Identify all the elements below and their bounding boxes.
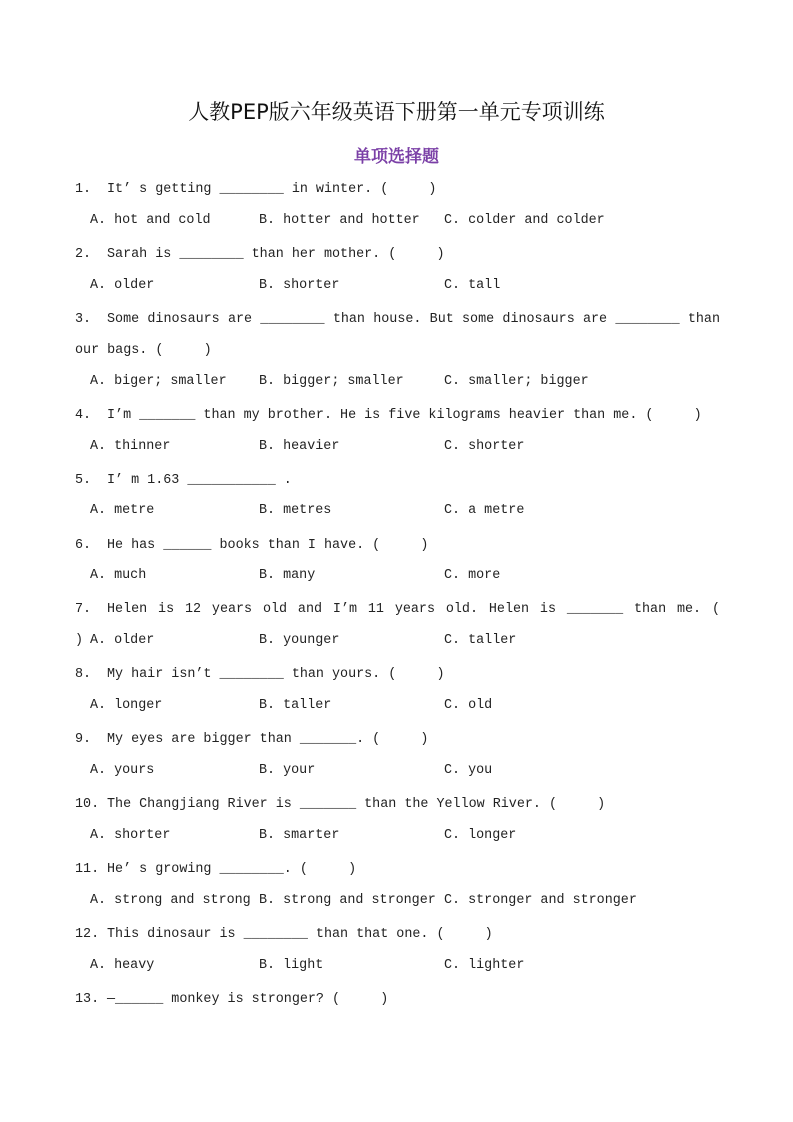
- question-text: My hair isn’t ________ than yours. ( ): [107, 667, 445, 682]
- option-b: B. younger: [259, 633, 340, 648]
- option-c: C. longer: [444, 828, 517, 843]
- question-4: [75, 400, 720, 431]
- option-a: A. hot and cold: [90, 213, 211, 228]
- question-text: Some dinosaurs are ________ than house. But some dinosaurs are ________ than our bags. ( ): [75, 312, 729, 358]
- option-b: B. light: [259, 958, 324, 973]
- question-number: 7.: [75, 602, 92, 617]
- option-c: C. shorter: [444, 439, 525, 454]
- option-a: A. biger; smaller: [90, 374, 227, 389]
- option-c: C. colder and colder: [444, 213, 605, 228]
- option-a: A. much: [90, 568, 147, 583]
- question-text: Sarah is ________ than her mother. ( ): [107, 247, 445, 262]
- option-c: C. old: [444, 698, 493, 713]
- question-number: 5.: [75, 473, 92, 488]
- question-13: [75, 984, 720, 1015]
- option-b: B. many: [259, 568, 316, 583]
- question-text: It’ s getting ________ in winter. ( ): [107, 182, 437, 197]
- question-number: 3.: [75, 312, 92, 327]
- question-number: 12.: [75, 927, 100, 942]
- option-b: B. metres: [259, 503, 332, 518]
- option-c: C. taller: [444, 633, 517, 648]
- option-c: C. smaller; bigger: [444, 374, 589, 389]
- question-text: The Changjiang River is _______ than the Yellow River. ( ): [107, 797, 606, 812]
- question-number: 13.: [75, 992, 100, 1007]
- option-a: A. metre: [90, 503, 155, 518]
- option-b: B. taller: [259, 698, 332, 713]
- question-9: [75, 724, 720, 755]
- question-number: 2.: [75, 247, 92, 262]
- question-number: 1.: [75, 182, 92, 197]
- question-number: 8.: [75, 667, 92, 682]
- option-b: B. strong and stronger: [259, 893, 436, 908]
- question-number: 11.: [75, 862, 100, 877]
- option-a: A. heavy: [90, 958, 155, 973]
- option-b: B. smarter: [259, 828, 340, 843]
- question-6: [75, 530, 720, 561]
- question-number: 6.: [75, 538, 92, 553]
- option-a: A. longer: [90, 698, 163, 713]
- question-text: —______ monkey is stronger? ( ): [107, 992, 389, 1007]
- option-c: C. a metre: [444, 503, 525, 518]
- question-12: [75, 919, 720, 950]
- option-c: C. you: [444, 763, 493, 778]
- question-number: 10.: [75, 797, 100, 812]
- question-number: 4.: [75, 408, 92, 423]
- document-title: 人教PEP版六年级英语下册第一单元专项训练: [188, 100, 605, 124]
- option-b: B. your: [259, 763, 316, 778]
- question-text: He has ______ books than I have. ( ): [107, 538, 429, 553]
- question-text: My eyes are bigger than _______. ( ): [107, 732, 429, 747]
- option-a: A. shorter: [90, 828, 171, 843]
- option-a: A. thinner: [90, 439, 171, 454]
- option-c: C. more: [444, 568, 501, 583]
- option-a: A. older: [90, 633, 155, 648]
- question-text: This dinosaur is ________ than that one. ( ): [107, 927, 493, 942]
- option-c: C. tall: [444, 278, 501, 293]
- option-c: C. stronger and stronger: [444, 893, 637, 908]
- question-number: 9.: [75, 732, 92, 747]
- question-3: [75, 304, 729, 366]
- question-text: I’m _______ than my brother. He is five kilograms heavier than me. ( ): [107, 408, 702, 423]
- option-b: B. shorter: [259, 278, 340, 293]
- question-5: [75, 465, 720, 496]
- question-text: He’ s growing ________. ( ): [107, 862, 357, 877]
- option-c: C. lighter: [444, 958, 525, 973]
- question-text: Helen is 12 years old and I’m 11 years old. Helen is _______ than me. ( ): [75, 602, 761, 648]
- option-b: B. hotter and hotter: [259, 213, 420, 228]
- option-a: A. older: [90, 278, 155, 293]
- option-b: B. bigger; smaller: [259, 374, 404, 389]
- option-b: B. heavier: [259, 439, 340, 454]
- question-7: [75, 594, 761, 656]
- question-1: [75, 174, 720, 205]
- question-2: [75, 239, 720, 270]
- question-10: [75, 789, 720, 820]
- option-a: A. yours: [90, 763, 155, 778]
- section-heading: 单项选择题: [354, 147, 439, 167]
- question-text: I’ m 1.63 ___________ .: [107, 473, 292, 488]
- question-8: [75, 659, 720, 690]
- option-a: A. strong and strong: [90, 893, 251, 908]
- question-11: [75, 854, 720, 885]
